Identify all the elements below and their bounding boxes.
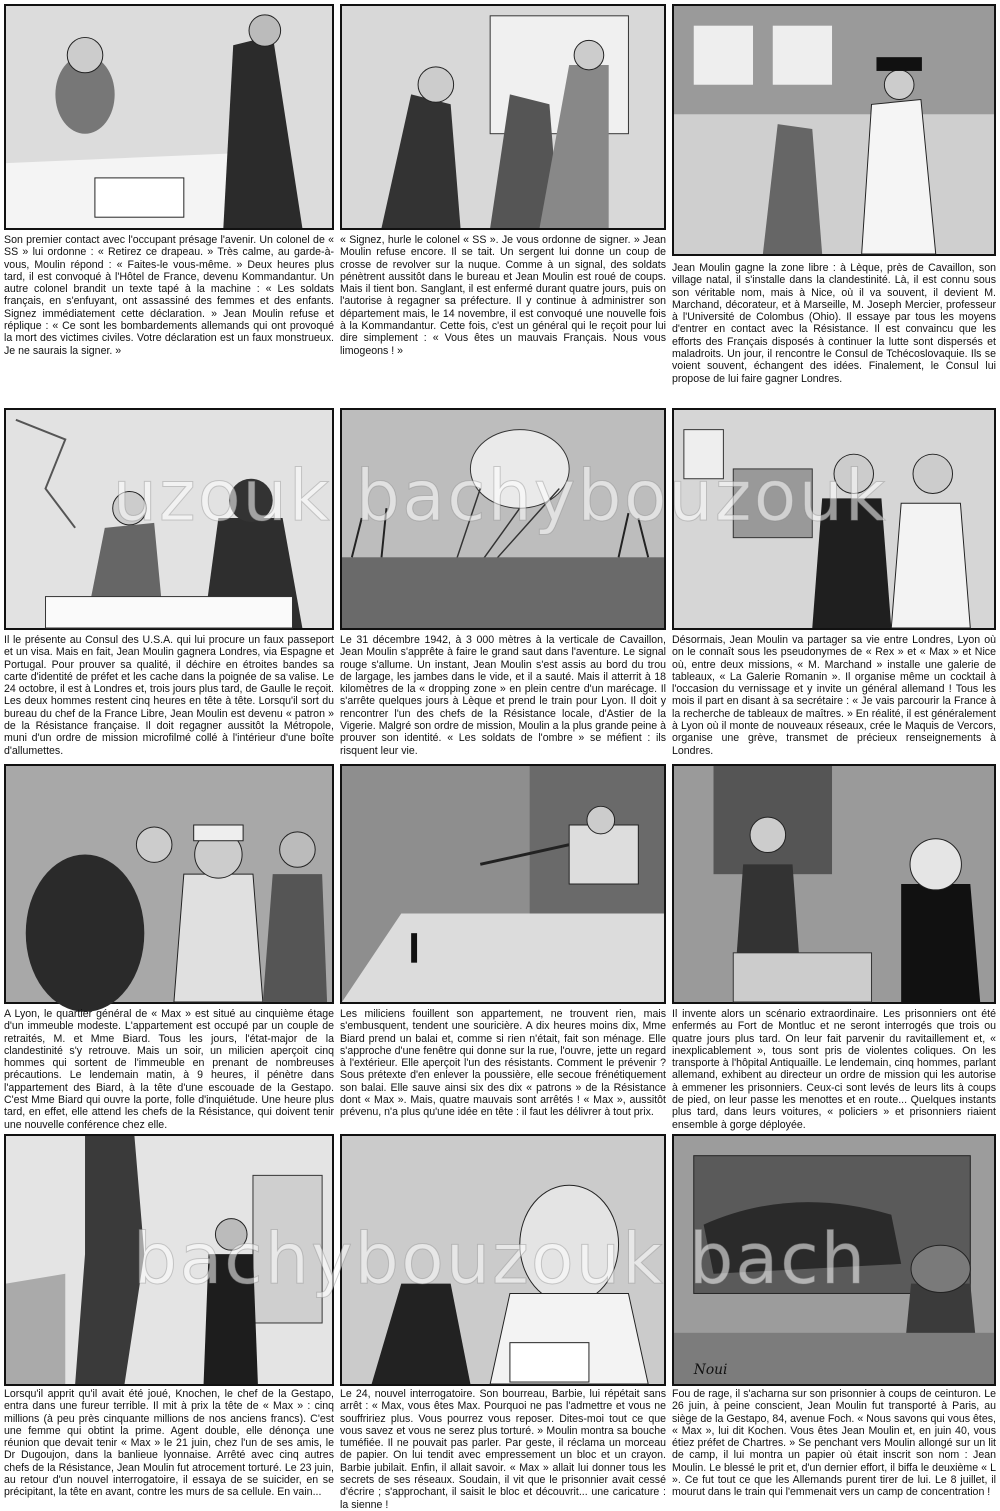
panel-9 <box>672 764 996 1131</box>
panel-11 <box>340 1134 666 1511</box>
panel-2-caption: « Signez, hurle le colonel « SS ». Je vous ordonne de signer. » Jean Moulin refuse encore. Il se tait. Un sergent lui donne un coup de crosse de revolver sur la nuque. Comme à un signal, des soldats pénètrent aussitôt dans le bureau et Jean Moulin est roué de coups. Mais il tient bon. Sanglant, il est enfermé durant quatre jours, puis on l'autorise à regagner sa préfecture. Il y continue à administrer son département mais, le 14 novembre, il est convoqué une nouvelle fois à la Kommandantur. Cette fois, c'est un général qui le reçoit pour lui dire simplement : « Vous êtes un mauvais Français. Nous vous limogeons ! » <box>340 234 666 357</box>
panel-9-illustration <box>672 764 996 1004</box>
panel-8-caption: Les miliciens fouillent son appartement, ne trouvent rien, mais s'embusquent, tendent une souricière. A dix heures moins dix, Mme Biard prend un balai et, comme si rien n'était, fait son ménage. Elle s'approche d'une fenêtre qui donne sur la rue, l'ouvre, jette un regard à l'extérieur. Elle aperçoit l'un des résistants. Comment le prévenir ? Sous prétexte d'en enlever la poussière, elle secoue frénétiquement son balai. Elle sauve ainsi six des dix « patrons » de la Résistance dont « Max ». Mais, quatre mauvais sont arrêtés ! « Max », aussitôt prévenu, n'a plus qu'une idée en tête : il faut les délivrer à tout prix. <box>340 1008 666 1119</box>
panel-1-illustration <box>4 4 334 230</box>
panel-4-caption: Il le présente au Consul des U.S.A. qui lui procure un faux passeport et un visa. Mais en fait, Jean Moulin gagnera Londres, via Espagne et Portugal. Pour prouver sa qualité, il déchire en étroites bandes sa carte d'identité de préfet et les cache dans la poignée de sa valise. Le 24 octobre, il est à Londres et, trois jours plus tard, de Gaulle le reçoit. Les deux hommes restent cinq heures en tête à tête. Lorsqu'il sort du bureau du chef de la France Libre, Jean Moulin est devenu « patron » de la Résistance française. Il doit regagner aussitôt la Métropole, muni d'un ordre de mission microfilmé collé à l'intérieur d'une boîte d'allumettes. <box>4 634 334 757</box>
panel-2 <box>340 4 666 357</box>
panel-2-illustration <box>340 4 666 230</box>
panel-3-illustration <box>672 4 996 256</box>
panel-3-caption: Jean Moulin gagne la zone libre : à Lèque, près de Cavaillon, son village natal, il s'installe dans la clandestinité. Là, il est connu sous son véritable nom, mais à Nice, où il va souvent, il devient M. Marchand, décorateur, et à Marseille, M. Joseph Mercier, professeur à l'Université de Colombus (Ohio). Il essaye par tous les moyens d'entrer en contact avec la Résistance. Il est convaincu que les efforts des Français disposés à continuer la lutte sont dispersés et maladroits. Un jour, il rencontre le Consul de Tchécoslovaquie. Ils se voient souvent, échangent des idées. Finalement, le Consul lui propose de lui faire gagner Londres. <box>672 262 996 385</box>
panel-6-illustration <box>672 408 996 630</box>
panel-7-caption: A Lyon, le quartier général de « Max » est situé au cinquième étage d'un immeuble modeste. L'appartement est occupé par un couple de retraités, M. et Mme Biard. Tous les jours, l'état-major de la clandestinité s'y retrouve. Mais un soir, un milicien aperçoit cinq hommes qui sortent de l'immeuble en prenant de nombreuses précautions. Le lendemain matin, à 9 heures, il pénètre dans l'appartement des Biard, à la tête d'une escouade de la Gestapo. C'est Mme Biard qui ouvre la porte, folle d'inquiétude. Une heure plus tard, en effet, elle attend les chefs de la Résistance, qui doivent tenir une nouvelle conférence chez elle. <box>4 1008 334 1131</box>
panel-4-illustration <box>4 408 334 630</box>
panel-8 <box>340 764 666 1126</box>
panel-12 <box>672 1134 996 1500</box>
signature: Noui <box>693 1362 728 1379</box>
panel-3 <box>672 4 996 385</box>
watermark-1: uzouk bachybouzouk <box>112 455 888 537</box>
panel-5-caption: Le 31 décembre 1942, à 3 000 mètres à la verticale de Cavaillon, Jean Moulin s'apprête à faire le grand saut dans l'aventure. Le signal rouge s'allume. Un instant, Jean Moulin s'est assis au bord du trou de largage, les jambes dans le vide, et il a sauté. Mais il atterrit à 18 kilomètres de la « dropping zone » en plein centre d'un marécage. Il s'arrête quelques jours à Lèque et prend le train pour Lyon. Il doit y rencontrer l'un des chefs de la Résistance locale, d'Astier de la Vigerie. Malgré son ordre de mission, Moulin a la plus grande peine à prouver son identité. « Les soldats de l'ombre » se méfient : ils risquent leur vie. <box>340 634 666 757</box>
panel-6-caption: Désormais, Jean Moulin va partager sa vie entre Londres, Lyon où on le connaît sous les pseudonymes de « Rex » et « Max » et Nice où, entre deux missions, « M. Marchand » installe une galerie de tableaux, « La Galerie Romanin ». Il organise même un cocktail à l'occasion du vernissage et y invite un général allemand ! Tous les mois il part en disant à sa secrétaire : « Je vais parcourir la France à la recherche de tableaux de maîtres. » En réalité, il est généralement à Lyon où il monte de nouveaux réseaux, crée le Maquis de Vercors, organise une grève, transmet de précieux renseignements à Londres. <box>672 634 996 757</box>
panel-11-illustration <box>340 1134 666 1386</box>
panel-8-illustration <box>340 764 666 1004</box>
panel-12-illustration <box>672 1134 996 1386</box>
panel-5-illustration <box>340 408 666 630</box>
watermark-2: bachybouzouk bach <box>132 1218 868 1300</box>
panel-4 <box>4 408 334 757</box>
panel-6 <box>672 408 996 757</box>
panel-11-caption: Le 24, nouvel interrogatoire. Son bourreau, Barbie, lui répétait sans arrêt : « Max, vous êtes Max. Pourquoi ne pas l'admettre et vous ne souffririez plus. Vous pourrez vous reposer. Dites-moi tout ce que vous savez et vous ne serez plus torturé. » Moulin montra sa bouche tuméfiée. Il ne pouvait pas parler. Par geste, il réclama un morceau de papier. On lui tendit avec empressement un bloc et un crayon. Barbie jubilait. Enfin, il allait savoir. « Max » allait lui donner tous les secrets de ses réseaux. Soudain, il vit que le prisonnier avait cessé d'écrire ; s'approchant, il saisit le bloc et découvrit... une caricature : la sienne ! <box>340 1388 666 1511</box>
panel-10 <box>4 1134 334 1500</box>
panel-9-caption: Il invente alors un scénario extraordinaire. Les prisonniers ont été enfermés au Fort de Montluc et ne seront interrogés que trois ou quatre jours plus tard. On leur fait parvenir du ravitaillement et, « inexplicablement », tous sont pris de violentes coliques. On les transporte à l'hôpital Antiquaille. Le lendemain, cinq hommes, parlant allemand, exhibent au directeur un ordre de mission qui les autorise à emmener les prisonniers. Ceux-ci sont levés de leurs lits à coups de pied, on leur passe les menottes et en route... Quelques instants plus tard, dans leurs voitures, « policiers » et prisonniers riaient ensemble à gorge déployée. <box>672 1008 996 1131</box>
panel-7-illustration <box>4 764 334 1004</box>
panel-10-caption: Lorsqu'il apprit qu'il avait été joué, Knochen, le chef de la Gestapo, entra dans une fureur terrible. Il mit à prix la tête de « Max » : cinq millions (à peu près cinquante millions de nos anciens francs). C'est une femme qui obtint la prime. Agent double, elle dénonça une réunion que devait tenir « Max » le 21 juin, chez l'un de ses amis, le Dr Dugoujon, dans la banlieue lyonnaise. Arrêté avec cinq autres chefs de la Résistance, Jean Moulin fut atrocement torturé. Le 23 juin, au retour d'un nouvel interrogatoire, il essaya de se suicider, en se précipitant, la tête en avant, contre les murs de sa cellule. En vain... <box>4 1388 334 1499</box>
panel-5 <box>340 408 666 757</box>
panel-1-caption: Son premier contact avec l'occupant présage l'avenir. Un colonel de « SS » lui ordonne : « Retirez ce drapeau. » Très calme, au garde-à-vous, Moulin répond : « Faites-le vous-même. » Deux heures plus tard, il est convoqué à l'Hôtel de France, devenu Kommandantur. Un autre colonel brandit un texte tapé à la machine : « Les soldats français, en s'enfuyant, ont assassiné des femmes et des enfants. Signez immédiatement cette déclaration. » Jean Moulin refuse et réplique : « Ce sont les bombardements allemands qui ont provoqué la mort des victimes civiles. Votre déclaration est un faux monstrueux. Je ne saurais la signer. » <box>4 234 334 357</box>
panel-7 <box>4 764 334 1131</box>
panel-10-illustration <box>4 1134 334 1386</box>
panel-12-caption: Fou de rage, il s'acharna sur son prisonnier à coups de ceinturon. Le 26 juin, à peine conscient, Jean Moulin fut transporté à Paris, au siège de la Gestapo, 84, avenue Foch. « Nous savons qui vous êtes, « Max », lui dit Kochen. Vous êtes Jean Moulin et, en juin 40, vous étiez préfet de Chartres. » Se penchant vers Moulin allongé sur un lit de camp, il lui montra un papier où était inscrit son nom : Jean Moulin. Le blessé le prit et, d'un dernier effort, il biffa le deuxième « L ». Ce fut tout ce que les Allemands purent tirer de lui. Le 8 juillet, il mourut dans le train qui l'emmenait vers un camp de concentration ! <box>672 1388 996 1499</box>
panel-1 <box>4 4 334 357</box>
